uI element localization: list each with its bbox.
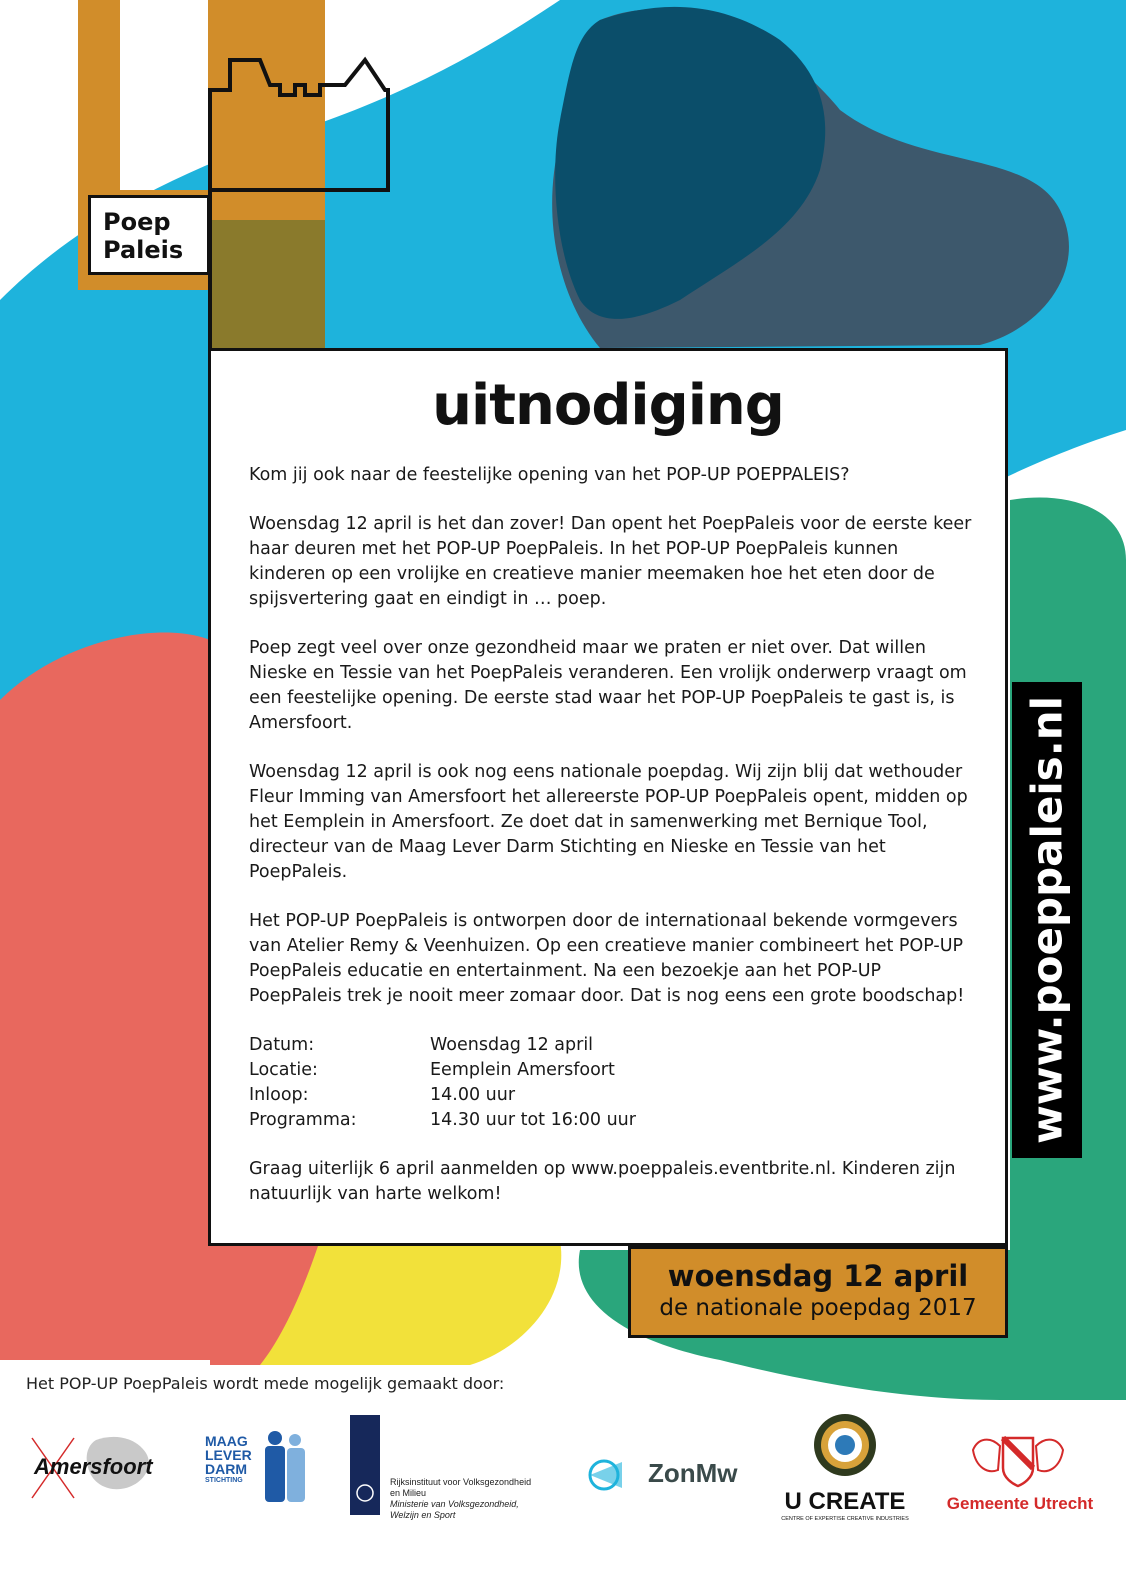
paragraph-poepdag: Woensdag 12 april is ook nog eens nationale poepdag. Wij zijn blij dat wethouder Fleur Imming van Amersfoort het allereerste POP-UP PoepPaleis opent, midden op het Eemplein in Amersfoort. Ze doet dat in samenwerking met Bernique Tool, directeur van de Maag Lever Darm Stichting en Nieske en Tessie van het PoepPaleis. — [249, 762, 968, 882]
zonmw-logo — [582, 1452, 757, 1498]
detail-label: Inloop: — [249, 1085, 309, 1105]
rivm-logo — [350, 1415, 550, 1520]
event-details — [249, 1033, 979, 1133]
poeppaleis-logo — [88, 195, 210, 275]
coral-blob — [0, 633, 210, 1361]
url-banner[interactable] — [1012, 682, 1082, 1158]
ucreate-sub: CENTRE OF EXPERTISE CREATIVE INDUSTRIES — [781, 1516, 909, 1522]
detail-row-program — [249, 1108, 979, 1133]
website-link[interactable]: www.poeppaleis.nl — [1022, 695, 1072, 1145]
zonmw-globe-icon — [582, 1452, 642, 1498]
rivm-line-4: Welzijn en Sport — [390, 1510, 456, 1520]
detail-row-date — [249, 1033, 979, 1058]
date-box — [628, 1246, 1008, 1338]
rijkswapen-icon — [350, 1415, 380, 1515]
invitation-card — [208, 348, 1008, 1246]
detail-label: Programma: — [249, 1110, 357, 1130]
paragraph-opening: Woensdag 12 april is het dan zover! Dan opent het PoepPaleis voor de eerste keer haar deuren met het POP-UP PoepPaleis. In het POP-UP PoepPaleis kunnen kinderen op een vrolijke en creatieve manier meemaken hoe het eten door de spijsvertering gaat en eindigt in … poep. — [249, 514, 972, 609]
sponsor-intro: Het POP-UP PoepPaleis wordt mede mogelijk gemaakt door: — [26, 1374, 505, 1393]
detail-label: Datum: — [249, 1035, 315, 1055]
date-sub: de nationale poepdag 2017 — [659, 1295, 977, 1321]
rivm-line-3: Ministerie van Volksgezondheid, — [390, 1499, 519, 1509]
utrecht-name: Gemeente Utrecht — [946, 1494, 1094, 1513]
rivm-line-2: en Milieu — [390, 1488, 427, 1498]
paragraph-closing: Graag uiterlijk 6 april aanmelden op www.poeppaleis.eventbrite.nl. Kinderen zijn natuurlijk van harte welkom! — [249, 1159, 956, 1204]
date-main: woensdag 12 april — [667, 1259, 969, 1293]
logo-line-1: Poep — [103, 208, 171, 236]
detail-value: Eemplein Amersfoort — [430, 1060, 615, 1080]
zonmw-name: ZonMw — [648, 1458, 738, 1488]
mld-figure-icon — [261, 1430, 311, 1504]
utrecht-coat-of-arms-icon — [968, 1430, 1068, 1488]
paragraph-intro: Kom jij ook naar de feestelijke opening van het POP-UP POEPPALEIS? — [249, 465, 850, 485]
rivm-line-1: Rijksinstituut voor Volksgezondheid — [390, 1477, 532, 1487]
invitation-body — [249, 463, 979, 1231]
detail-row-walkin — [249, 1083, 979, 1108]
invitation-title: uitnodiging — [432, 373, 784, 438]
mld-logo — [205, 1430, 315, 1506]
utrecht-logo — [940, 1430, 1100, 1520]
amersfoort-name: Amersfoort — [34, 1454, 153, 1479]
logo-line-2: Paleis — [103, 236, 184, 264]
detail-value: 14.30 uur tot 16:00 uur — [430, 1110, 636, 1130]
mld-line-3: DARM — [205, 1461, 247, 1477]
detail-value: Woensdag 12 april — [430, 1035, 594, 1055]
detail-row-location — [249, 1058, 979, 1083]
paragraph-health: Poep zegt veel over onze gezondheid maar we praten er niet over. Dat willen Nieske en Tessie van het PoepPaleis veranderen. Een vrolijk onderwerp vraagt om een feestelijke opening. De eerste stad waar het POP-UP PoepPaleis te gast is, is Amersfoort. — [249, 638, 967, 733]
detail-value: 14.00 uur — [430, 1085, 516, 1105]
mld-line-1: MAAG — [205, 1433, 248, 1449]
ucreate-logo — [780, 1412, 910, 1532]
mld-line-2: LEVER — [205, 1447, 252, 1463]
paragraph-design: Het POP-UP PoepPaleis is ontworpen door de internationaal bekende vormgevers van Atelier Remy & Veenhuizen. Op een creatieve manier combineert het POP-UP PoepPaleis educatie en entertainment. Na een bezoekje aan het POP-UP PoepPaleis trek je nooit meer zomaar door. Dat is nog eens een grote boodschap! — [249, 911, 965, 1006]
detail-label: Locatie: — [249, 1060, 318, 1080]
rivm-emblem-bar — [350, 1415, 380, 1515]
castle-outline-icon — [200, 50, 400, 355]
ucreate-seal-icon — [812, 1412, 878, 1478]
amersfoort-logo — [26, 1428, 176, 1508]
mld-line-4: STICHTING — [205, 1477, 243, 1484]
ucreate-name: U CREATE — [784, 1488, 906, 1515]
